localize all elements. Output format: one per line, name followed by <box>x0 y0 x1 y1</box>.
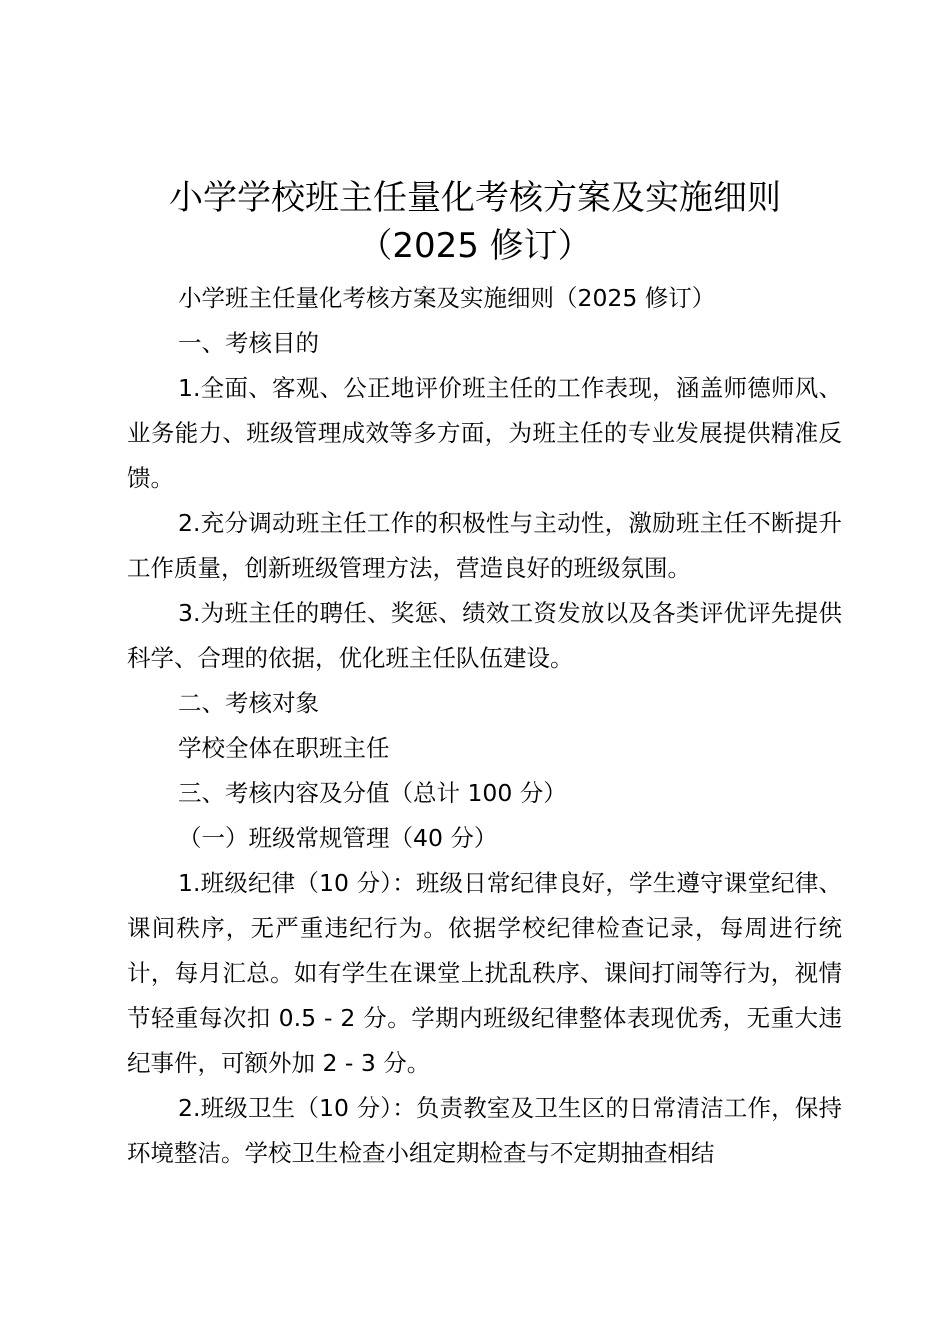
paragraph: 1.全面、客观、公正地评价班主任的工作表现，涵盖师德师风、业务能力、班级管理成效等多方面，为班主任的专业发展提供精准反馈。 <box>127 374 842 492</box>
document-title-line1: 小学学校班主任量化考核方案及实施细则 <box>169 178 781 218</box>
heading-section-3: 三、考核内容及分值（总计 100 分） <box>178 779 567 807</box>
paragraph: 3.为班主任的聘任、奖惩、绩效工资发放以及各类评优评先提供科学、合理的依据，优化班主任队伍建设。 <box>127 599 842 672</box>
paragraph-subtitle: 小学班主任量化考核方案及实施细则（2025 修订） <box>178 284 716 312</box>
heading-section-2: 二、考核对象 <box>178 689 319 717</box>
heading-subsection-1: （一）班级常规管理（40 分） <box>178 824 498 852</box>
paragraph: 2.班级卫生（10 分）：负责教室及卫生区的日常清洁工作，保持环境整洁。学校卫生检查小组定期检查与不定期抽查相结 <box>127 1094 842 1167</box>
heading-section-1: 一、考核目的 <box>178 329 319 357</box>
document-title-line2: （2025 修订） <box>358 226 592 266</box>
paragraph: 2.充分调动班主任工作的积极性与主动性，激励班主任不断提升工作质量，创新班级管理方法，营造良好的班级氛围。 <box>127 509 842 582</box>
document-body <box>127 276 842 1176</box>
paragraph: 1.班级纪律（10 分）：班级日常纪律良好，学生遵守课堂纪律、课间秩序，无严重违纪行为。依据学校纪律检查记录，每周进行统计，每月汇总。如有学生在课堂上扰乱秩序、课间打闹等行为，视情节轻重每次扣 0.5 - 2 分。学期内班级纪律整体表现优秀，无重大违纪事件，可额外加 2 - 3 分。 <box>127 869 842 1077</box>
paragraph: 学校全体在职班主任 <box>178 734 390 762</box>
